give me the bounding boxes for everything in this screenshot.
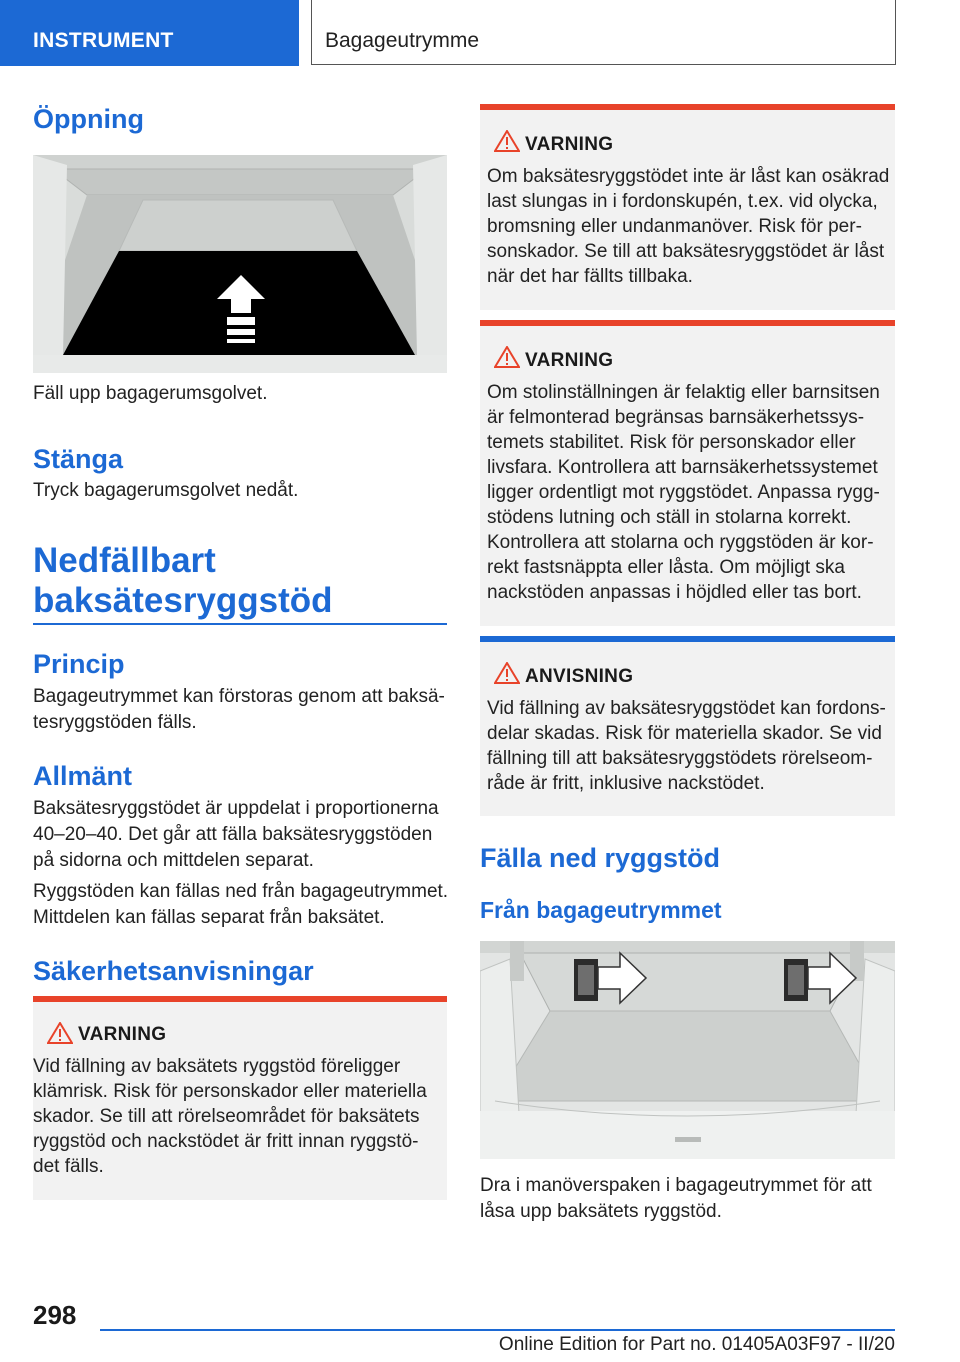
warning-bar [480, 320, 895, 326]
notice-text-3: fällning till att baksätesryggstödets rörelseom- [487, 748, 873, 769]
notice-text-1: Vid fällning av baksätesryggstödet kan fordons- [487, 698, 886, 719]
warning-text-1: Vid fällning av baksätets ryggstöd föreligger [33, 1056, 401, 1077]
trunk-floor-illustration [33, 155, 447, 373]
caption-oppning: Fäll upp bagagerumsgolvet. [33, 383, 268, 404]
chapter-tab [311, 0, 896, 65]
warning-text-7: Kontrollera att stolarna och ryggstöden är kor- [487, 532, 874, 553]
warning-text-4: sonskador. Se till att baksätesryggstödet är låst [487, 241, 885, 262]
notice-text-4: råde är fritt, inklusive nackstödet. [487, 773, 765, 794]
heading-oppning: Öppning [33, 104, 144, 134]
heading-falla: Fälla ned ryggstöd [480, 843, 721, 873]
heading-divider [33, 623, 447, 625]
warning-text-8: rekt fastsnäppta eller låsta. Om möjligt ska [487, 557, 845, 578]
warning-text-4: livsfara. Kontrollera att barnsäkerhetssystemet [487, 457, 878, 478]
warning-bar [33, 996, 447, 1002]
warning-box-2 [480, 104, 895, 310]
page-number: 298 [33, 1300, 77, 1330]
text-princip-2: tesryggstöden fälls. [33, 712, 197, 733]
warning-text-3: skador. Se till att rörelseområdet för baksätets [33, 1106, 420, 1127]
section-tab [0, 0, 299, 66]
warning-title: VARNING [525, 350, 614, 371]
heading-sakerhet: Säkerhetsanvisningar [33, 956, 314, 986]
heading-stanga: Stänga [33, 444, 124, 474]
warning-text-2: last slungas in i fordonskupén, t.ex. vid olycka, [487, 191, 878, 212]
edition-text: Online Edition for Part no. 01405A03F97 - II/20 [498, 1334, 895, 1355]
warning-title: VARNING [525, 134, 614, 155]
footer-divider [100, 1329, 895, 1331]
text-allmant-5: Mittdelen kan fällas separat från baksätet. [33, 907, 385, 928]
trunk-release-illustration [480, 941, 895, 1159]
text-allmant-2: 40–20–40. Det går att fälla baksätesryggstöden [33, 824, 433, 845]
caption-fran-2: låsa upp baksätets ryggstöd. [480, 1201, 722, 1222]
main-heading-line1: Nedfällbart [33, 541, 216, 580]
notice-box [480, 636, 895, 816]
warning-text-6: stödens lutning och ställ in stolarna korrekt. [487, 507, 852, 528]
text-allmant-1: Baksätesryggstödet är uppdelat i proportionerna [33, 798, 439, 819]
warning-text-2: klämrisk. Risk för personskador eller materiella [33, 1081, 427, 1102]
caption-fran-1: Dra i manöverspaken i bagageutrymmet för att [480, 1175, 872, 1196]
warning-text-2: är felmonterad begränsas barnsäkerhetssys- [487, 407, 865, 428]
notice-text-2: delar skadas. Risk för materiella skador. Se vid [487, 723, 882, 744]
release-lever-right [784, 959, 808, 1001]
warning-box-1 [33, 996, 447, 1200]
heading-princip: Princip [33, 649, 125, 679]
warning-text-9: nackstöden anpassas i höjdled eller tas bort. [487, 582, 862, 603]
warning-box-3 [480, 320, 895, 626]
main-heading-line2: baksätesryggstöd [33, 581, 333, 620]
warning-text-3: temets stabilitet. Risk för personskador eller [487, 432, 856, 453]
notice-triangle-icon [494, 662, 520, 684]
release-lever-left [574, 959, 598, 1001]
text-stanga: Tryck bagagerumsgolvet nedåt. [33, 480, 299, 501]
warning-text-5: när det har fällts tillbaka. [487, 266, 693, 287]
warning-text-4: ryggstöd och nackstödet är fritt innan ryggstö- [33, 1131, 419, 1152]
section-label: INSTRUMENT [33, 29, 174, 52]
warning-title: VARNING [78, 1024, 167, 1045]
text-allmant-4: Ryggstöden kan fällas ned från bagageutrymmet. [33, 881, 449, 902]
chapter-label: Bagageutrymme [325, 29, 480, 52]
warning-text-1: Om baksätesryggstödet inte är låst kan osäkrad [487, 166, 890, 187]
warning-triangle-icon [494, 130, 520, 152]
heading-fran: Från bagageutrymmet [480, 897, 722, 923]
text-princip-1: Bagageutrymmet kan förstoras genom att baksä- [33, 686, 445, 707]
text-allmant-3: på sidorna och mittdelen separat. [33, 850, 314, 871]
notice-bar [480, 636, 895, 642]
warning-text-5: ligger ordentligt mot ryggstödet. Anpassa rygg- [487, 482, 880, 503]
heading-allmant: Allmänt [33, 761, 133, 791]
warning-text-5: det fälls. [33, 1156, 104, 1177]
warning-bar [480, 104, 895, 110]
notice-title: ANVISNING [525, 666, 634, 687]
warning-text-1: Om stolinställningen är felaktig eller barnsitsen [487, 382, 880, 403]
warning-triangle-icon [494, 346, 520, 368]
warning-triangle-icon [47, 1022, 73, 1044]
warning-text-3: bromsning eller undanmanöver. Risk för per- [487, 216, 862, 237]
